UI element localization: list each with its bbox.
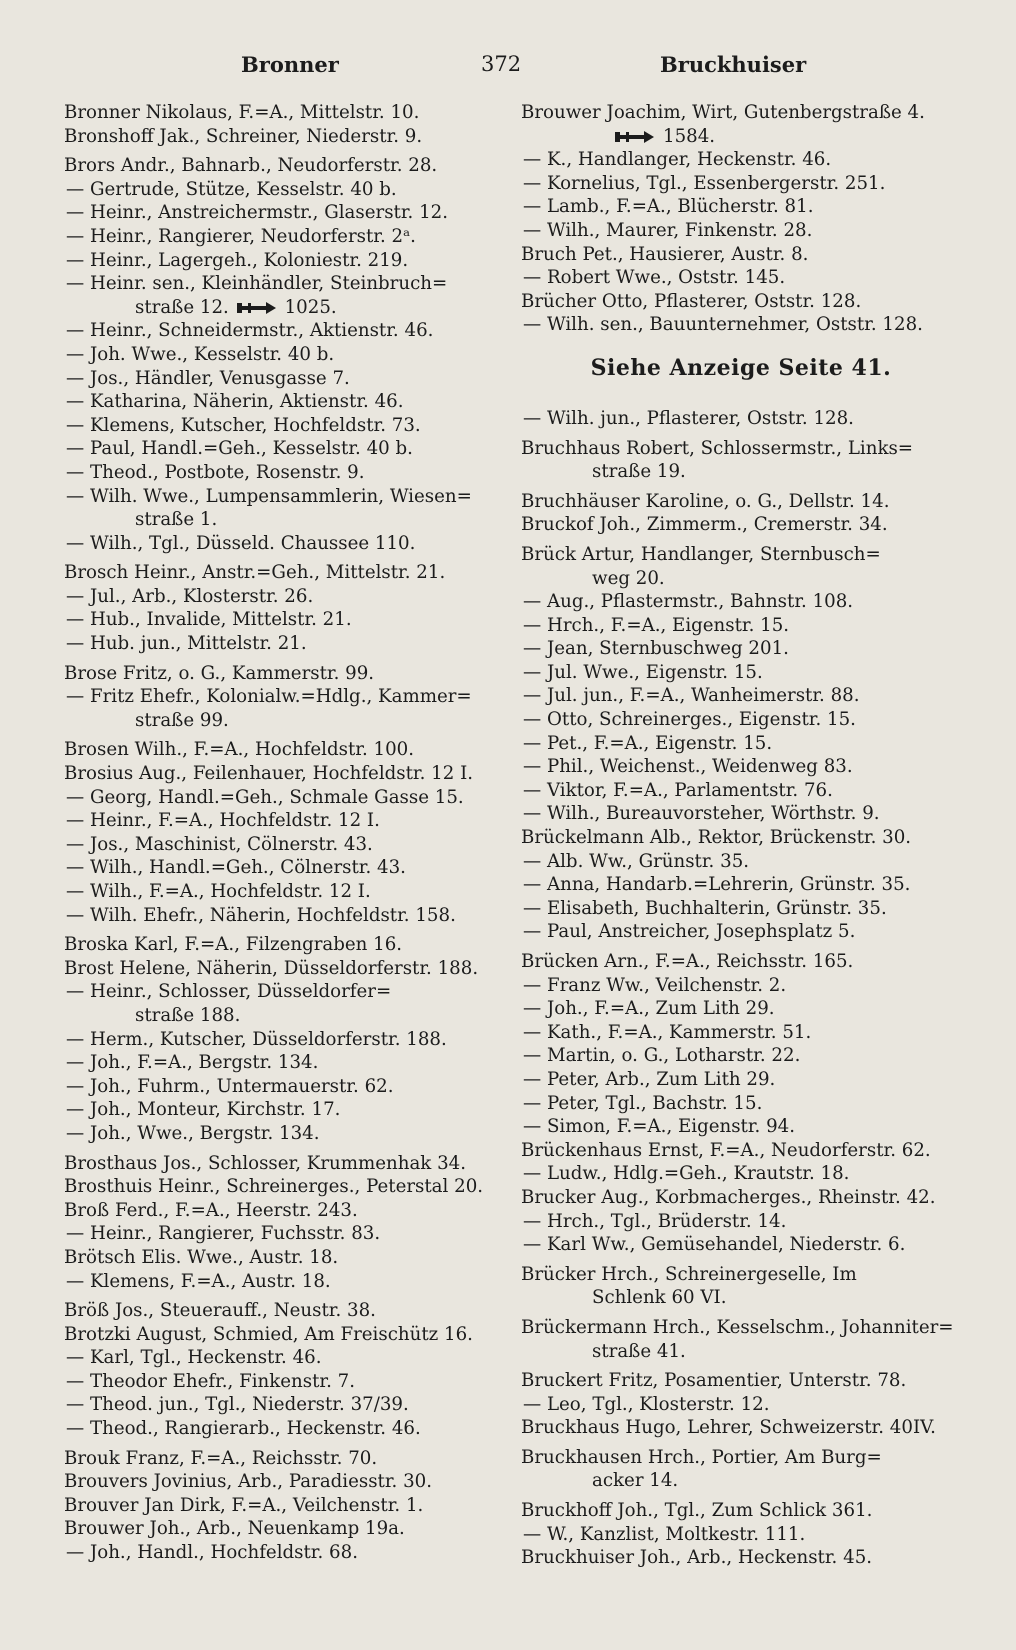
entry-text: acker 14.: [592, 1470, 679, 1492]
directory-entry: [521, 266, 961, 290]
entry-text: Brück Artur, Handlanger, Sternbusch=: [521, 543, 881, 565]
directory-entry: [521, 661, 961, 685]
entry-continuation: [521, 460, 961, 484]
directory-entry: [64, 1417, 504, 1441]
header-first-name: Bronner: [241, 52, 339, 77]
directory-entry: [521, 873, 961, 897]
entry-text: — Hrch., F.=A., Eigenstr. 15.: [523, 614, 790, 636]
directory-entry: [521, 1416, 961, 1440]
directory-entry: [64, 1494, 504, 1518]
entry-text: — Otto, Schreinerges., Eigenstr. 15.: [523, 709, 856, 731]
entry-text: Bruch Pet., Hausierer, Austr. 8.: [521, 243, 809, 265]
entry-text: — Viktor, F.=A., Parlamentstr. 76.: [523, 779, 833, 801]
directory-entry: [521, 920, 961, 944]
directory-entry: [521, 1162, 961, 1186]
directory-entry: [64, 1199, 504, 1223]
entry-text: Brucker Aug., Korbmacherges., Rheinstr. 42.: [521, 1186, 936, 1208]
entry-text: Brotzki August, Schmied, Am Freischütz 16.: [64, 1323, 473, 1345]
entry-text: Brosius Aug., Feilenhauer, Hochfeldstr. 12 I.: [64, 763, 474, 785]
entry-text: — Leo, Tgl., Klosterstr. 12.: [523, 1393, 770, 1415]
entry-text: Brost Helene, Näherin, Düsseldorferstr. 188.: [64, 957, 479, 979]
directory-entry: [64, 1098, 504, 1122]
entry-text: — Joh., Wwe., Bergstr. 134.: [66, 1122, 320, 1144]
directory-entry: [64, 1393, 504, 1417]
entry-text: — Elisabeth, Buchhalterin, Grünstr. 35.: [523, 897, 887, 919]
entry-text: — Alb. Ww., Grünstr. 35.: [523, 850, 750, 872]
entry-continuation: [64, 1004, 504, 1028]
directory-entry: [64, 1447, 504, 1471]
entry-text: straße 99.: [135, 709, 229, 731]
entry-text: — Simon, F.=A., Eigenstr. 94.: [523, 1116, 796, 1138]
entry-text: — Heinr., Schlosser, Düsseldorfer=: [66, 981, 392, 1003]
entry-text: — Joh. Wwe., Kesselstr. 40 b.: [66, 343, 335, 365]
entry-text: — Heinr., F.=A., Hochfeldstr. 12 I.: [66, 810, 380, 832]
directory-entry: [521, 1092, 961, 1116]
directory-entry: [521, 243, 961, 267]
entry-text: — Wilh. Wwe., Lumpensammlerin, Wiesen=: [66, 485, 472, 507]
directory-entry: [521, 1044, 961, 1068]
entry-text: — Heinr., Rangierer, Fuchsstr. 83.: [66, 1223, 381, 1245]
entry-text: — Paul, Anstreicher, Josephsplatz 5.: [523, 921, 856, 943]
directory-entry: [64, 585, 504, 609]
entry-text: — Jul., Arb., Klosterstr. 26.: [66, 585, 314, 607]
directory-entry: [521, 1499, 961, 1523]
entry-text: Brosthaus Jos., Schlosser, Krummenhak 34.: [64, 1152, 467, 1174]
directory-entry: [521, 437, 961, 461]
entry-text: Bruckhuiser Joh., Arb., Heckenstr. 45.: [521, 1547, 873, 1569]
directory-entry: [521, 1139, 961, 1163]
directory-entry: [521, 543, 961, 567]
entry-continuation: [521, 1469, 961, 1493]
entry-text: straße 1.: [135, 509, 218, 531]
entry-text: Brücher Otto, Pflasterer, Oststr. 128.: [521, 290, 862, 312]
directory-entry: [521, 1546, 961, 1570]
entry-continuation: [64, 508, 504, 532]
directory-entry: [521, 148, 961, 172]
directory-entry: [521, 172, 961, 196]
directory-entry: [64, 125, 504, 149]
entry-text: Bruckof Joh., Zimmerm., Cremerstr. 34.: [521, 514, 888, 536]
entry-text: Brücken Arn., F.=A., Reichsstr. 165.: [521, 951, 854, 972]
left-column: [64, 101, 504, 1565]
directory-entry: [64, 1051, 504, 1075]
directory-entry: [521, 219, 961, 243]
entry-text: straße 41.: [592, 1340, 686, 1362]
entry-text: — Karl Ww., Gemüsehandel, Niederstr. 6.: [523, 1234, 906, 1256]
directory-entry: [64, 632, 504, 656]
entry-text: Brouwer Joh., Arb., Neuenkamp 19a.: [64, 1518, 405, 1540]
directory-entry: [64, 485, 504, 509]
entry-continuation: [521, 567, 961, 591]
entry-text: — Wilh., Maurer, Finkenstr. 28.: [523, 219, 813, 241]
entry-text: Bruckert Fritz, Posamentier, Unterstr. 78.: [521, 1370, 907, 1392]
entry-text: — Joh., F.=A., Bergstr. 134.: [66, 1052, 319, 1074]
entry-text: — Wilh. Ehefr., Näherin, Hochfeldstr. 158.: [66, 904, 456, 926]
entry-text: Brouk Franz, F.=A., Reichsstr. 70.: [64, 1447, 378, 1469]
directory-entry: [64, 762, 504, 786]
right-column: [521, 101, 961, 1570]
entry-text: — Phil., Weichenst., Weidenweg 83.: [523, 756, 853, 778]
directory-entry: [521, 1446, 961, 1470]
directory-entry: [521, 101, 961, 125]
directory-entry: [64, 685, 504, 709]
directory-entry: [64, 1246, 504, 1270]
page-header: [0, 52, 1016, 82]
entry-text: — Robert Wwe., Oststr. 145.: [523, 267, 786, 289]
entry-text: — Jos., Maschinist, Cölnerstr. 43.: [66, 833, 373, 855]
directory-entry: [521, 637, 961, 661]
directory-entry: [64, 957, 504, 981]
directory-entry: [64, 249, 504, 273]
directory-entry: [521, 997, 961, 1021]
entry-text: Brosen Wilh., F.=A., Hochfeldstr. 100.: [64, 739, 415, 761]
directory-entry: [64, 904, 504, 928]
entry-continuation: [64, 709, 504, 733]
entry-text: — Wilh. sen., Bauunternehmer, Oststr. 128.: [523, 314, 923, 336]
entry-text: — Franz Ww., Veilchenstr. 2.: [523, 974, 787, 996]
entry-text: Bruckhoff Joh., Tgl., Zum Schlick 361.: [521, 1500, 873, 1522]
entry-text: — Jul. jun., F.=A., Wanheimerstr. 88.: [523, 685, 860, 707]
entry-text: — Heinr., Anstreichermstr., Glaserstr. 12.: [66, 202, 449, 224]
entry-text: straße 12.: [135, 296, 229, 318]
entry-text: — Pet., F.=A., Eigenstr. 15.: [523, 732, 773, 754]
entry-text: straße 188.: [135, 1004, 241, 1026]
directory-entry: [64, 980, 504, 1004]
entry-text: — Hub., Invalide, Mittelstr. 21.: [66, 609, 352, 631]
directory-entry: [521, 708, 961, 732]
directory-entry: [521, 974, 961, 998]
entry-text: — Gertrude, Stütze, Kesselstr. 40 b.: [66, 178, 397, 200]
entry-text: Bruckhausen Hrch., Portier, Am Burg=: [521, 1446, 882, 1468]
entry-text: — K., Handlanger, Heckenstr. 46.: [523, 149, 832, 171]
entry-text: — Theod. jun., Tgl., Niederstr. 37/39.: [66, 1394, 409, 1416]
entry-text: — Herm., Kutscher, Düsseldorferstr. 188.: [66, 1028, 447, 1050]
entry-text: Brückelmann Alb., Rektor, Brückenstr. 30.: [521, 827, 912, 849]
entry-text: — Wilh., Tgl., Düsseld. Chaussee 110.: [66, 532, 416, 554]
directory-entry: [64, 1028, 504, 1052]
directory-entry: [64, 1152, 504, 1176]
entry-text: Brose Fritz, o. G., Kammerstr. 99.: [64, 662, 375, 684]
entry-text: — W., Kanzlist, Moltkestr. 111.: [523, 1523, 806, 1545]
directory-entry: [64, 833, 504, 857]
entry-text: — Peter, Arb., Zum Lith 29.: [523, 1068, 776, 1090]
directory-entry: [64, 1541, 504, 1565]
directory-entry: [521, 1263, 961, 1287]
directory-entry: [521, 1068, 961, 1092]
entry-text: — Theodor Ehefr., Finkenstr. 7.: [66, 1370, 356, 1392]
directory-entry: [521, 407, 961, 431]
entry-continuation: [521, 1340, 961, 1364]
directory-entry: [64, 272, 504, 296]
entry-text: Brouvers Jovinius, Arb., Paradiesstr. 30.: [64, 1471, 433, 1493]
entry-text: — Klemens, Kutscher, Hochfeldstr. 73.: [66, 414, 421, 436]
directory-entry: [521, 1523, 961, 1547]
entry-text: Brouver Jan Dirk, F.=A., Veilchenstr. 1.: [64, 1494, 424, 1516]
entry-text: Broska Karl, F.=A., Filzengraben 16.: [64, 934, 403, 956]
directory-entry: [64, 662, 504, 686]
directory-entry: [64, 154, 504, 178]
header-last-name: Bruckhuiser: [660, 52, 807, 77]
phone-number: 1584.: [663, 125, 716, 147]
directory-entry: [64, 786, 504, 810]
entry-text: — Joh., Handl., Hochfeldstr. 68.: [66, 1542, 358, 1564]
directory-entry: [521, 684, 961, 708]
telephone-icon: [235, 300, 279, 316]
entry-text: — Georg, Handl.=Geh., Schmale Gasse 15.: [66, 786, 464, 808]
directory-entry: [521, 490, 961, 514]
directory-entry: [64, 225, 504, 249]
entry-continuation: [64, 296, 504, 320]
directory-entry: [64, 201, 504, 225]
directory-entry: [521, 897, 961, 921]
directory-entry: [521, 732, 961, 756]
directory-entry: [64, 1075, 504, 1099]
entry-text: — Katharina, Näherin, Aktienstr. 46.: [66, 391, 404, 413]
entry-text: — Jos., Händler, Venusgasse 7.: [66, 367, 350, 389]
entry-text: Brückenhaus Ernst, F.=A., Neudorferstr. 62.: [521, 1139, 931, 1161]
phone-number: 1025.: [284, 296, 337, 318]
entry-text: — Joh., Monteur, Kirchstr. 17.: [66, 1099, 341, 1121]
directory-entry: [64, 437, 504, 461]
entry-text: Brücker Hrch., Schreinergeselle, Im: [521, 1263, 857, 1285]
directory-entry: [521, 1021, 961, 1045]
directory-entry: [521, 826, 961, 850]
entry-text: — Theod., Rangierarb., Heckenstr. 46.: [66, 1418, 421, 1440]
advertisement-note: Siehe Anzeige Seite 41.: [590, 354, 892, 381]
directory-entry: [64, 319, 504, 343]
directory-entry: [64, 933, 504, 957]
directory-entry: [64, 856, 504, 880]
entry-text: — Joh., Fuhrm., Untermauerstr. 62.: [66, 1075, 394, 1097]
directory-entry: [521, 614, 961, 638]
entry-text: Bruchhäuser Karoline, o. G., Dellstr. 14.: [521, 490, 890, 512]
entry-text: — Wilh., F.=A., Hochfeldstr. 12 I.: [66, 881, 371, 902]
directory-entry: [521, 1316, 961, 1340]
entry-text: — Karl, Tgl., Heckenstr. 46.: [66, 1347, 322, 1369]
directory-entry: [521, 1393, 961, 1417]
entry-text: — Heinr., Lagergeh., Koloniestr. 219.: [66, 249, 409, 271]
entry-text: — Hub. jun., Mittelstr. 21.: [66, 633, 307, 655]
entry-text: Brötsch Elis. Wwe., Austr. 18.: [64, 1246, 339, 1268]
directory-entry: [521, 802, 961, 826]
directory-entry: [64, 1346, 504, 1370]
directory-entry: [521, 290, 961, 314]
directory-entry: [64, 561, 504, 585]
directory-entry: [521, 755, 961, 779]
directory-entry: [64, 1470, 504, 1494]
entry-text: — Heinr., Rangierer, Neudorferstr. 2ᵃ.: [66, 225, 416, 247]
directory-entry: [521, 1369, 961, 1393]
entry-text: Schlenk 60 VI.: [592, 1287, 727, 1309]
directory-entry: [521, 850, 961, 874]
entry-text: — Anna, Handarb.=Lehrerin, Grünstr. 35.: [523, 874, 911, 896]
directory-entry: [521, 590, 961, 614]
entry-text: — Jul. Wwe., Eigenstr. 15.: [523, 661, 763, 683]
entry-text: Bronshoff Jak., Schreiner, Niederstr. 9.: [64, 125, 423, 147]
entry-text: Brosch Heinr., Anstr.=Geh., Mittelstr. 21.: [64, 562, 446, 584]
entry-text: — Paul, Handl.=Geh., Kesselstr. 40 b.: [66, 438, 413, 460]
entry-text: — Jean, Sternbuschweg 201.: [523, 638, 789, 660]
directory-entry: [64, 1517, 504, 1541]
entry-text: Bruckhaus Hugo, Lehrer, Schweizerstr. 40IV.: [521, 1417, 936, 1439]
directory-entry: [64, 390, 504, 414]
entry-text: — Klemens, F.=A., Austr. 18.: [66, 1270, 331, 1292]
directory-entry: [521, 1233, 961, 1257]
entry-text: — Lamb., F.=A., Blücherstr. 81.: [523, 196, 814, 218]
directory-entry: [64, 880, 504, 904]
directory-entry: [521, 1115, 961, 1139]
directory-entry: [64, 414, 504, 438]
directory-entry: [521, 779, 961, 803]
entry-text: Brors Andr., Bahnarb., Neudorferstr. 28.: [64, 155, 438, 177]
entry-continuation: [521, 1286, 961, 1310]
directory-entry: [521, 195, 961, 219]
entry-text: Brückermann Hrch., Kesselschm., Johanniter=: [521, 1316, 954, 1338]
directory-entry: [521, 313, 961, 337]
entry-text: — Aug., Pflastermstr., Bahnstr. 108.: [523, 591, 854, 613]
entry-text: — Theod., Postbote, Rosenstr. 9.: [66, 461, 365, 483]
directory-entry: [64, 178, 504, 202]
entry-text: Bruchhaus Robert, Schlossermstr., Links=: [521, 437, 914, 459]
directory-entry: [64, 101, 504, 125]
directory-entry: [521, 513, 961, 537]
directory-entry: [521, 125, 961, 149]
entry-text: Bronner Nikolaus, F.=A., Mittelstr. 10.: [64, 102, 420, 123]
directory-entry: [64, 1270, 504, 1294]
directory-entry: [64, 1222, 504, 1246]
entry-text: — Wilh., Bureauvorsteher, Wörthstr. 9.: [523, 803, 880, 825]
entry-text: — Hrch., Tgl., Brüderstr. 14.: [523, 1210, 787, 1232]
directory-entry: [64, 461, 504, 485]
directory-entry: [64, 809, 504, 833]
directory-entry: [64, 738, 504, 762]
entry-text: weg 20.: [592, 567, 665, 589]
entry-text: straße 19.: [592, 461, 686, 483]
page-number: 372: [481, 52, 522, 76]
entry-text: — Heinr., Schneidermstr., Aktienstr. 46.: [66, 320, 434, 342]
directory-entry: [521, 1186, 961, 1210]
entry-text: Brosthuis Heinr., Schreinerges., Peterstal 20.: [64, 1176, 484, 1198]
entry-text: — Heinr. sen., Kleinhändler, Steinbruch=: [66, 273, 448, 295]
entry-text: — Peter, Tgl., Bachstr. 15.: [523, 1092, 763, 1114]
directory-entry: [64, 1122, 504, 1146]
entry-text: — Kath., F.=A., Kammerstr. 51.: [523, 1021, 812, 1043]
directory-entry: [64, 608, 504, 632]
entry-text: Brouwer Joachim, Wirt, Gutenbergstraße 4.: [521, 102, 925, 123]
directory-entry: [64, 1323, 504, 1347]
entry-text: Broß Ferd., F.=A., Heerstr. 243.: [64, 1199, 358, 1221]
directory-entry: [521, 1210, 961, 1234]
entry-text: — Martin, o. G., Lotharstr. 22.: [523, 1045, 801, 1067]
entry-text: — Joh., F.=A., Zum Lith 29.: [523, 998, 775, 1020]
entry-text: — Ludw., Hdlg.=Geh., Krautstr. 18.: [523, 1163, 850, 1185]
entry-text: Bröß Jos., Steuerauff., Neustr. 38.: [64, 1300, 376, 1322]
telephone-icon: [613, 129, 657, 145]
directory-entry: [64, 532, 504, 556]
directory-entry: [64, 1299, 504, 1323]
directory-entry: [64, 1175, 504, 1199]
directory-entry: [521, 950, 961, 974]
entry-text: — Wilh. jun., Pflasterer, Oststr. 128.: [523, 407, 854, 429]
entry-text: — Wilh., Handl.=Geh., Cölnerstr. 43.: [66, 857, 406, 879]
entry-text: — Kornelius, Tgl., Essenbergerstr. 251.: [523, 172, 886, 194]
directory-entry: [64, 343, 504, 367]
directory-entry: [64, 367, 504, 391]
directory-entry: [64, 1370, 504, 1394]
entry-text: — Fritz Ehefr., Kolonialw.=Hdlg., Kammer=: [66, 686, 472, 708]
